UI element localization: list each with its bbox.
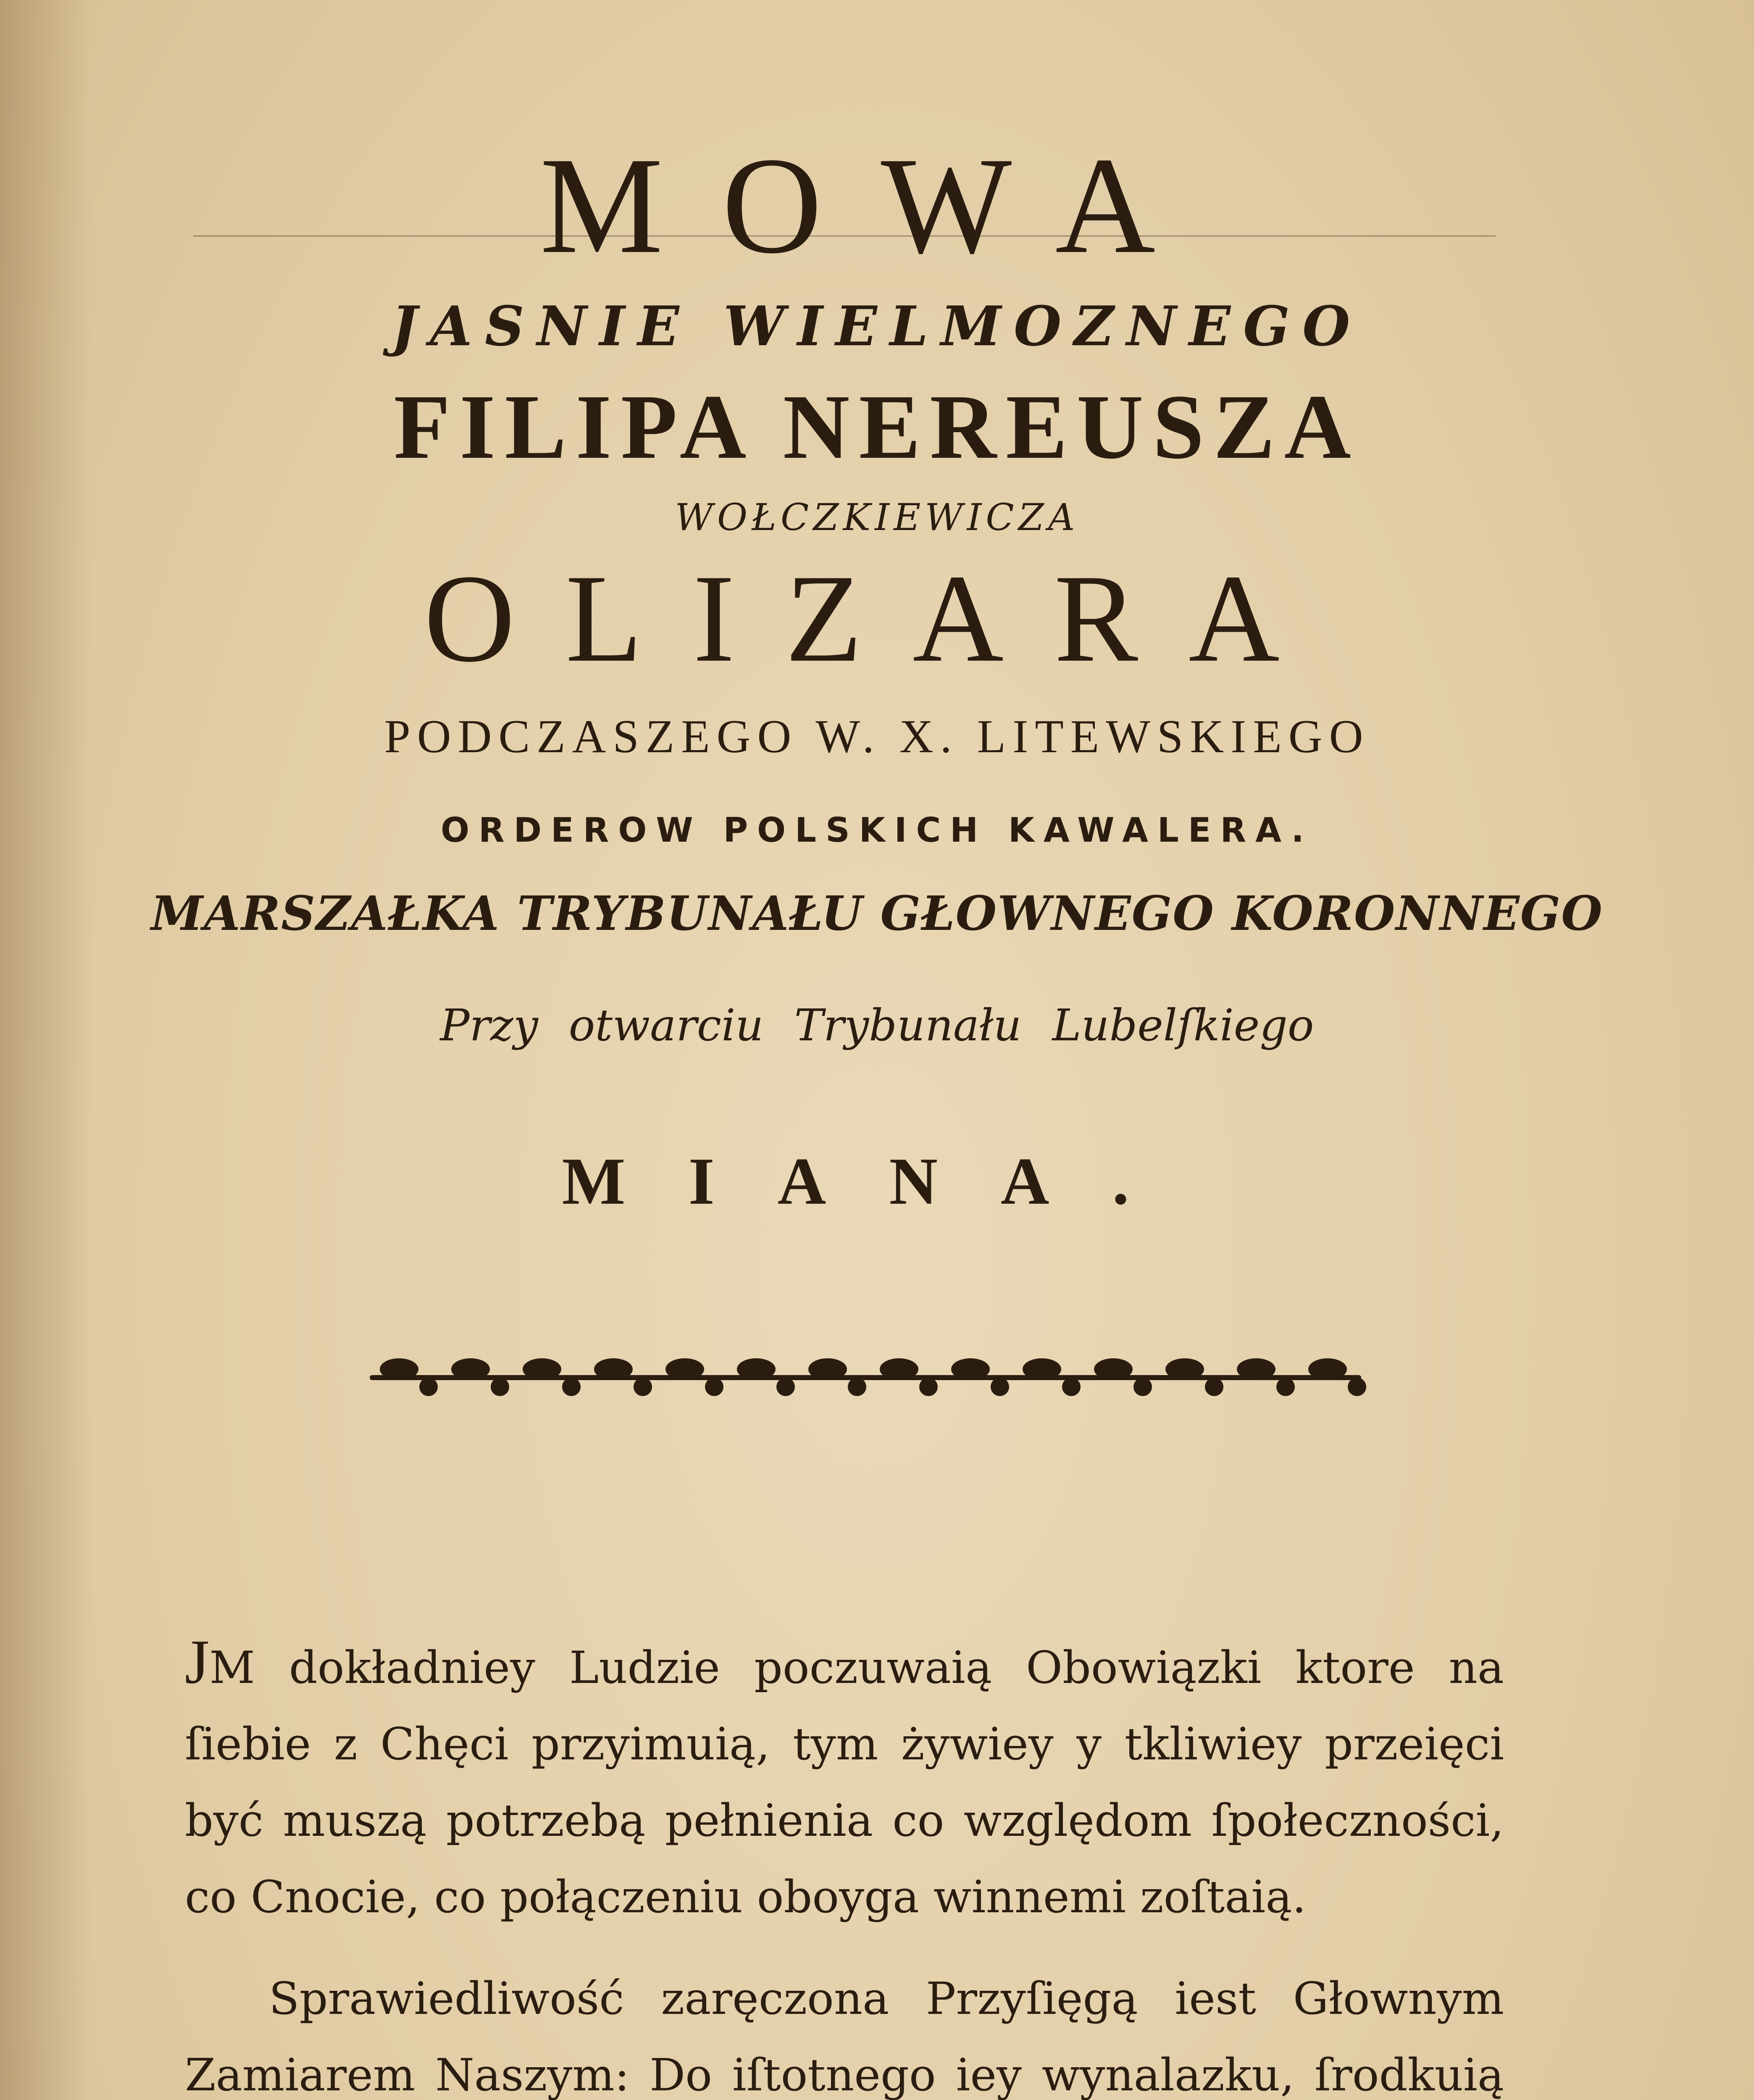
body-text <box>185 1627 1504 2100</box>
ornament-berry <box>634 1378 652 1396</box>
title-orderow: ORDEROW POLSKICH KAWALERA. <box>441 811 1313 850</box>
ornament-berry <box>776 1378 795 1396</box>
ornament-berry <box>1205 1378 1223 1396</box>
drop-cap: J <box>185 1627 210 1697</box>
title-mowa: MOWA <box>540 129 1214 282</box>
ornament-berry <box>919 1378 938 1396</box>
title-filipa-nereusza: FILIPA NEREUSZA <box>394 375 1360 478</box>
ornament-berry <box>1276 1378 1295 1396</box>
paragraph-1-text: M dokładniey Ludzie poczuwaią Obowiązki ktore na ſiebie z Chęci przyimuią, tym żywiey y tkliwiey przeięci być muszą potrzebą pełnienia co względom ſpołeczności, co Cnocie, co połączeniu oboyga winnemi zoſtaią. <box>185 1642 1504 1923</box>
ornament-leaf <box>380 1358 418 1380</box>
paragraph-2: Sprawiedliwość zaręczona Przyſięgą iest Głownym Zamiarem Naszym: Do iſtotnego iey wynalazku, ſrodkuią <box>185 1973 1504 2100</box>
ornament-leaf <box>1308 1358 1347 1380</box>
ornament-leaf <box>808 1358 847 1380</box>
ornament-leaf <box>523 1358 561 1380</box>
title-przy-otwarciu: Przy otwarciu Trybunału Lubelſkiego <box>440 1000 1314 1051</box>
ornament-berry <box>1348 1378 1366 1396</box>
ornament-divider <box>361 1348 1370 1407</box>
ornament-leaf <box>1237 1358 1275 1380</box>
ornament-leaf <box>951 1358 990 1380</box>
ornament-berry <box>848 1378 866 1396</box>
title-jasnie-wielmoznego: JASNIE WIELMOZNEGO <box>391 294 1363 358</box>
ornament-leaf <box>451 1358 490 1380</box>
ornament-berry <box>491 1378 509 1396</box>
ornament-leaf <box>737 1358 776 1380</box>
ornament-leaf <box>665 1358 704 1380</box>
title-marszalka: MARSZAŁKA TRYBUNAŁU GŁOWNEGO KORONNEGO <box>151 886 1603 941</box>
title-wolczkiewicza: WOŁCZKIEWICZA <box>675 496 1079 539</box>
title-miana: MIANA. <box>562 1144 1192 1218</box>
ornament-leaf <box>594 1358 633 1380</box>
ornament-berry <box>705 1378 723 1396</box>
ornament-berry <box>562 1378 581 1396</box>
title-olizara: OLIZARA <box>424 549 1330 688</box>
title-podczaszego: PODCZASZEGO W. X. LITEWSKIEGO <box>384 711 1370 763</box>
ornament-berry <box>419 1378 438 1396</box>
ornament-leaf <box>1165 1358 1204 1380</box>
paragraph-1 <box>185 1627 1504 1935</box>
ornament-berry <box>1062 1378 1081 1396</box>
ornament-leaf <box>880 1358 918 1380</box>
ornament-leaf <box>1023 1358 1061 1380</box>
ornament-leaf <box>1094 1358 1133 1380</box>
ornament-berry <box>991 1378 1009 1396</box>
ornament-berry <box>1133 1378 1152 1396</box>
